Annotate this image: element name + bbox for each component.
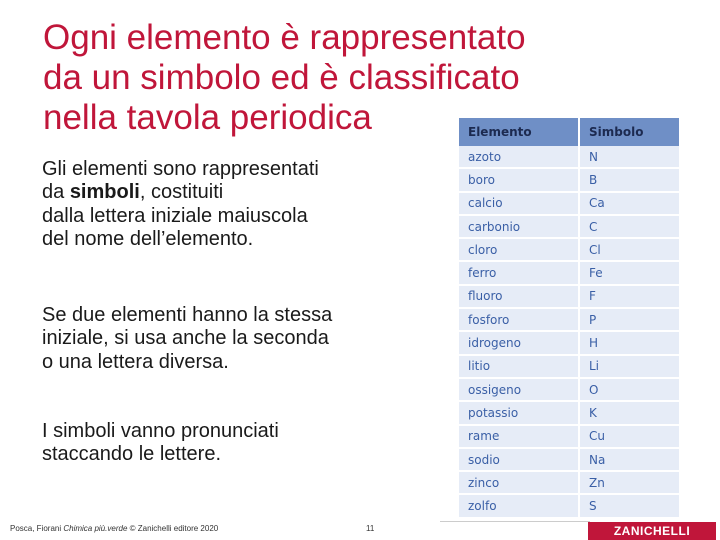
element-symbol-cell: S bbox=[579, 494, 679, 517]
table-row bbox=[459, 238, 679, 261]
table-row bbox=[459, 355, 679, 378]
element-name-cell: cloro bbox=[459, 238, 579, 261]
element-symbol-cell: Zn bbox=[579, 471, 679, 494]
table-header-row bbox=[459, 118, 679, 146]
table-row bbox=[459, 471, 679, 494]
table-row bbox=[459, 425, 679, 448]
paragraph-line: iniziale, si usa anche la seconda bbox=[42, 327, 329, 350]
element-name-cell: boro bbox=[459, 168, 579, 191]
element-symbol-cell: P bbox=[579, 308, 679, 331]
element-symbol-cell: H bbox=[579, 331, 679, 354]
element-name-cell: calcio bbox=[459, 192, 579, 215]
table-row bbox=[459, 285, 679, 308]
paragraph-line: o una lettera diversa. bbox=[42, 350, 229, 373]
paragraph-line: dalla lettera iniziale maiuscola bbox=[42, 204, 308, 227]
element-symbol-cell: N bbox=[579, 146, 679, 168]
paragraph-line bbox=[42, 181, 412, 204]
element-name-cell: idrogeno bbox=[459, 331, 579, 354]
element-symbol-cell: Na bbox=[579, 448, 679, 471]
credit-book-title: Chimica più.verde bbox=[63, 524, 128, 533]
table-body bbox=[459, 146, 679, 518]
publisher-logo: ZANICHELLI bbox=[588, 522, 716, 540]
element-symbol-cell: Cl bbox=[579, 238, 679, 261]
element-symbol-cell: O bbox=[579, 378, 679, 401]
footer-credit bbox=[10, 524, 218, 533]
title-line-3: nella tavola periodica bbox=[43, 98, 372, 137]
title-line-2: da un simbolo ed è classificato bbox=[43, 58, 520, 97]
element-symbol-cell: F bbox=[579, 285, 679, 308]
footer-divider bbox=[440, 521, 590, 522]
paragraph-line: Gli elementi sono rappresentati bbox=[42, 158, 319, 180]
table-row bbox=[459, 308, 679, 331]
column-header-element: Elemento bbox=[459, 118, 579, 146]
title-line-1: Ogni elemento è rappresentato bbox=[43, 18, 526, 57]
credit-publisher: © Zanichelli editore 2020 bbox=[127, 524, 219, 533]
table-row bbox=[459, 378, 679, 401]
element-symbol-cell: B bbox=[579, 168, 679, 191]
paragraph-line: Se due elementi hanno la stessa bbox=[42, 304, 333, 326]
table-row bbox=[459, 215, 679, 238]
element-name-cell: ossigeno bbox=[459, 378, 579, 401]
elements-table bbox=[459, 118, 679, 519]
element-name-cell: potassio bbox=[459, 401, 579, 424]
element-symbol-cell: Fe bbox=[579, 261, 679, 284]
element-name-cell: sodio bbox=[459, 448, 579, 471]
table-row bbox=[459, 494, 679, 517]
element-name-cell: zolfo bbox=[459, 494, 579, 517]
page-number: 11 bbox=[366, 524, 375, 533]
element-name-cell: azoto bbox=[459, 146, 579, 168]
table-row bbox=[459, 401, 679, 424]
paragraph-line: del nome dell’elemento. bbox=[42, 227, 254, 250]
element-name-cell: fluoro bbox=[459, 285, 579, 308]
table-row bbox=[459, 192, 679, 215]
paragraph-line: I simboli vanno pronunciati bbox=[42, 420, 279, 442]
element-symbol-cell: Ca bbox=[579, 192, 679, 215]
bold-term: simboli bbox=[69, 181, 140, 204]
paragraph-symbols bbox=[42, 158, 412, 251]
element-symbol-cell: C bbox=[579, 215, 679, 238]
paragraph-line: staccando le lettere. bbox=[42, 443, 221, 466]
paragraph-same-initial bbox=[42, 304, 412, 374]
table-row bbox=[459, 261, 679, 284]
paragraph-pronunciation bbox=[42, 420, 412, 467]
text-fragment: , costituiti bbox=[139, 181, 224, 204]
elements-table-container bbox=[459, 118, 679, 519]
table-row bbox=[459, 146, 679, 168]
element-name-cell: ferro bbox=[459, 261, 579, 284]
element-name-cell: litio bbox=[459, 355, 579, 378]
column-header-symbol: Simbolo bbox=[579, 118, 679, 146]
element-name-cell: carbonio bbox=[459, 215, 579, 238]
text-fragment: da bbox=[42, 181, 70, 204]
element-name-cell: rame bbox=[459, 425, 579, 448]
credit-authors: Posca, Fiorani bbox=[10, 524, 64, 533]
table-row bbox=[459, 331, 679, 354]
element-name-cell: zinco bbox=[459, 471, 579, 494]
element-symbol-cell: K bbox=[579, 401, 679, 424]
table-row bbox=[459, 168, 679, 191]
element-symbol-cell: Li bbox=[579, 355, 679, 378]
element-symbol-cell: Cu bbox=[579, 425, 679, 448]
element-name-cell: fosforo bbox=[459, 308, 579, 331]
table-row bbox=[459, 448, 679, 471]
